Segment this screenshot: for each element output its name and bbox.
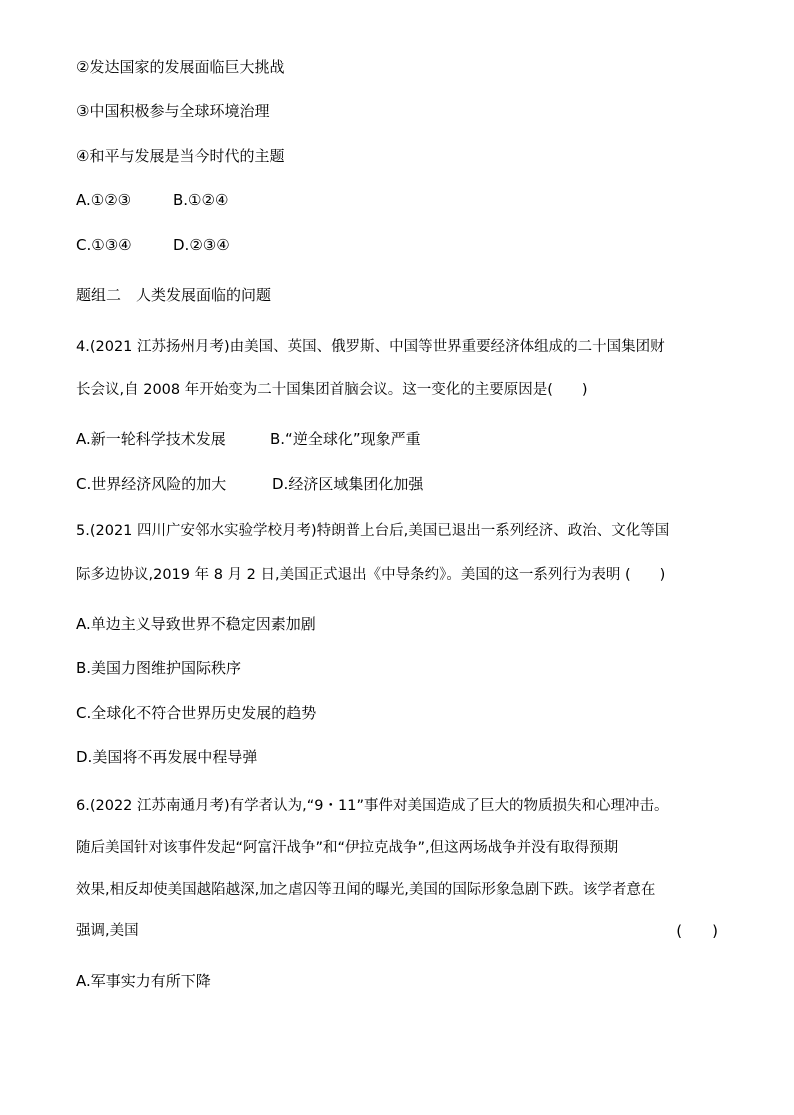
- q4-stem-line2: 长会议,自 2008 年开始变为二十国集团首脑会议。这一变化的主要原因是( ): [76, 382, 588, 398]
- q3-option-b: B.①②④: [173, 191, 229, 209]
- q4-option-d: D.经济区域集团化加强: [272, 475, 424, 493]
- q5-option-c: C.全球化不符合世界历史发展的趋势: [76, 704, 317, 722]
- q6-answer-bracket: ( ): [676, 922, 718, 940]
- q5-option-d: D.美国将不再发展中程导弹: [76, 748, 258, 766]
- q4-option-c: C.世界经济风险的加大: [76, 475, 227, 493]
- q5-option-b: B.美国力图维护国际秩序: [76, 659, 242, 677]
- section-title: 题组二 人类发展面临的问题: [76, 286, 272, 304]
- q6-stem-line3: 效果,相反却使美国越陷越深,加之虐囚等丑闻的曝光,美国的国际形象急剧下跌。该学者意在: [76, 882, 656, 898]
- item-3: ③中国积极参与全球环境治理: [76, 102, 270, 120]
- q5-stem-line2: 际多边协议,2019 年 8 月 2 日,美国正式退出《中导条约》。美国的这一系列行为表明 ( ): [76, 567, 666, 583]
- q4-stem-line1: 4.(2021 江苏扬州月考)由美国、英国、俄罗斯、中国等世界重要经济体组成的二十国集团财: [76, 339, 665, 355]
- q6-stem-line1: 6.(2022 江苏南通月考)有学者认为,“9・11”事件对美国造成了巨大的物质损失和心理冲击。: [76, 798, 669, 814]
- q3-option-d: D.②③④: [173, 236, 230, 254]
- q6-stem-line2: 随后美国针对该事件发起“阿富汗战争”和“伊拉克战争”,但这两场战争并没有取得预期: [76, 840, 619, 856]
- q4-option-b: B.“逆全球化”现象严重: [270, 430, 421, 448]
- item-4: ④和平与发展是当今时代的主题: [76, 147, 285, 165]
- q3-option-a: A.①②③: [76, 191, 132, 209]
- q6-option-a: A.军事实力有所下降: [76, 972, 211, 990]
- q5-stem-line1: 5.(2021 四川广安邻水实验学校月考)特朗普上台后,美国已退出一系列经济、政治、文化等国: [76, 523, 670, 539]
- q6-stem-line4: 强调,美国: [76, 923, 139, 939]
- q3-option-c: C.①③④: [76, 236, 132, 254]
- q4-option-a: A.新一轮科学技术发展: [76, 430, 226, 448]
- item-2: ②发达国家的发展面临巨大挑战: [76, 58, 285, 76]
- q5-option-a: A.单边主义导致世界不稳定因素加剧: [76, 615, 316, 633]
